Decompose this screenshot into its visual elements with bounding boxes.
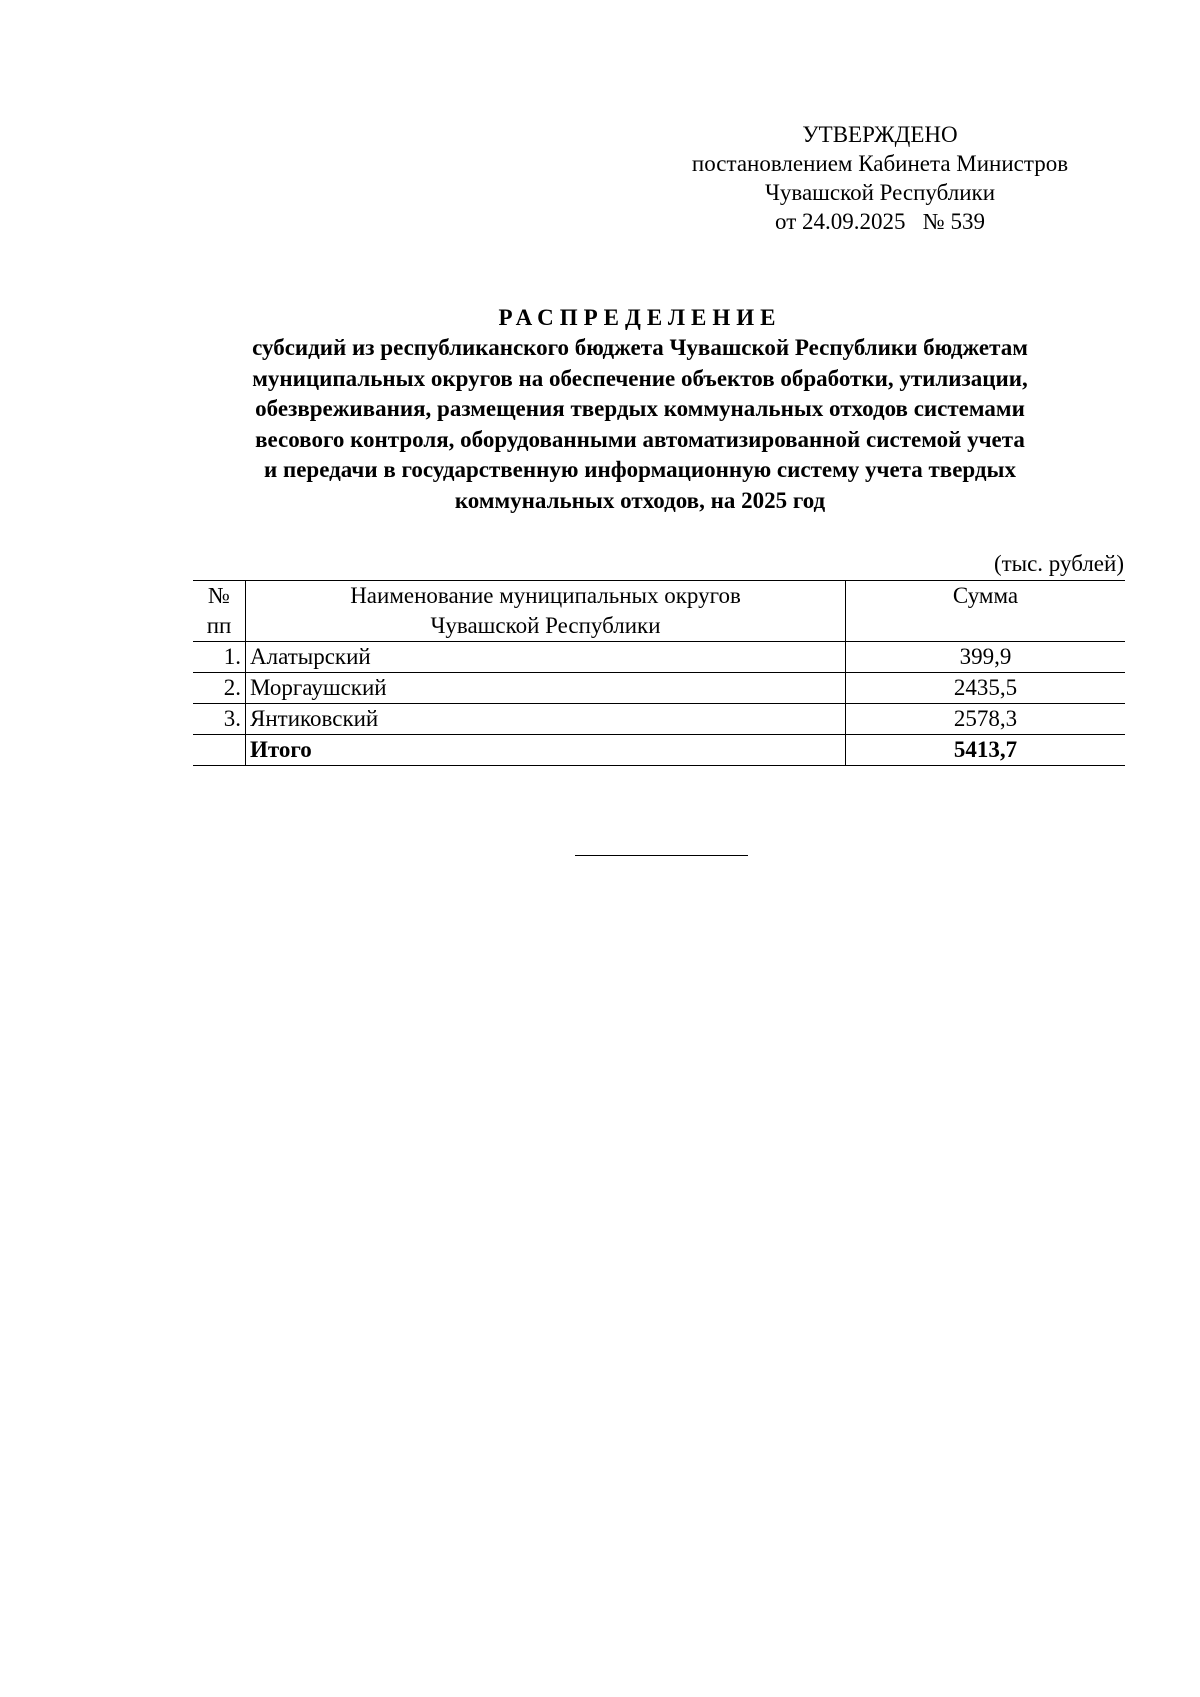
approval-region: Чувашской Республики	[764, 180, 996, 205]
document-title: РАСПРЕДЕЛЕНИЕ	[498, 305, 782, 330]
total-sum: 5413,7	[846, 735, 1126, 766]
approval-stamp	[640, 120, 1120, 236]
header-number-line2: пп	[206, 613, 232, 638]
table-row	[193, 704, 1125, 735]
subtitle-line: и передачи в государственную информационную систему учета твердых	[263, 457, 1017, 482]
subtitle-line: коммунальных отходов, на 2025 год	[454, 487, 826, 513]
header-number-line1: №	[208, 583, 230, 608]
units-label: (тыс. рублей)	[993, 551, 1124, 576]
row-number: 1.	[193, 642, 246, 673]
approval-heading: УТВЕРЖДЕНО	[802, 122, 958, 147]
header-number	[193, 581, 246, 642]
subtitle-line: весового контроля, оборудованными автоматизированной системой учета	[255, 426, 1025, 452]
end-divider	[575, 855, 748, 856]
approval-authority: постановлением Кабинета Министров	[691, 151, 1069, 176]
approval-date-number: от 24.09.2025 № 539	[775, 209, 985, 234]
header-name-line2: Чувашской Республики	[430, 613, 661, 638]
total-label: Итого	[246, 735, 846, 766]
row-name: Алатырский	[246, 642, 846, 673]
row-number: 2.	[193, 673, 246, 704]
row-number: 3.	[193, 704, 246, 735]
row-sum: 2435,5	[846, 673, 1126, 704]
row-sum: 399,9	[846, 642, 1126, 673]
row-name: Моргаушский	[246, 673, 846, 704]
total-number	[193, 735, 246, 766]
distribution-table	[193, 580, 1125, 766]
document-subtitle	[150, 333, 1130, 516]
document-title-block	[150, 303, 1130, 516]
header-name-line1: Наименование муниципальных округов	[350, 583, 741, 608]
subtitle-line: муниципальных округов на обеспечение объектов обработки, утилизации,	[252, 365, 1028, 391]
table-row	[193, 673, 1125, 704]
table-total-row	[193, 735, 1125, 766]
table-row	[193, 642, 1125, 673]
row-sum: 2578,3	[846, 704, 1126, 735]
row-name: Янтиковский	[246, 704, 846, 735]
table-header-row	[193, 581, 1125, 642]
subtitle-line: обезвреживания, размещения твердых коммунальных отходов системами	[255, 396, 1025, 421]
header-sum: Сумма	[846, 581, 1126, 642]
subtitle-line: субсидий из республиканского бюджета Чувашской Республики бюджетам	[252, 335, 1028, 360]
header-name	[246, 581, 846, 642]
